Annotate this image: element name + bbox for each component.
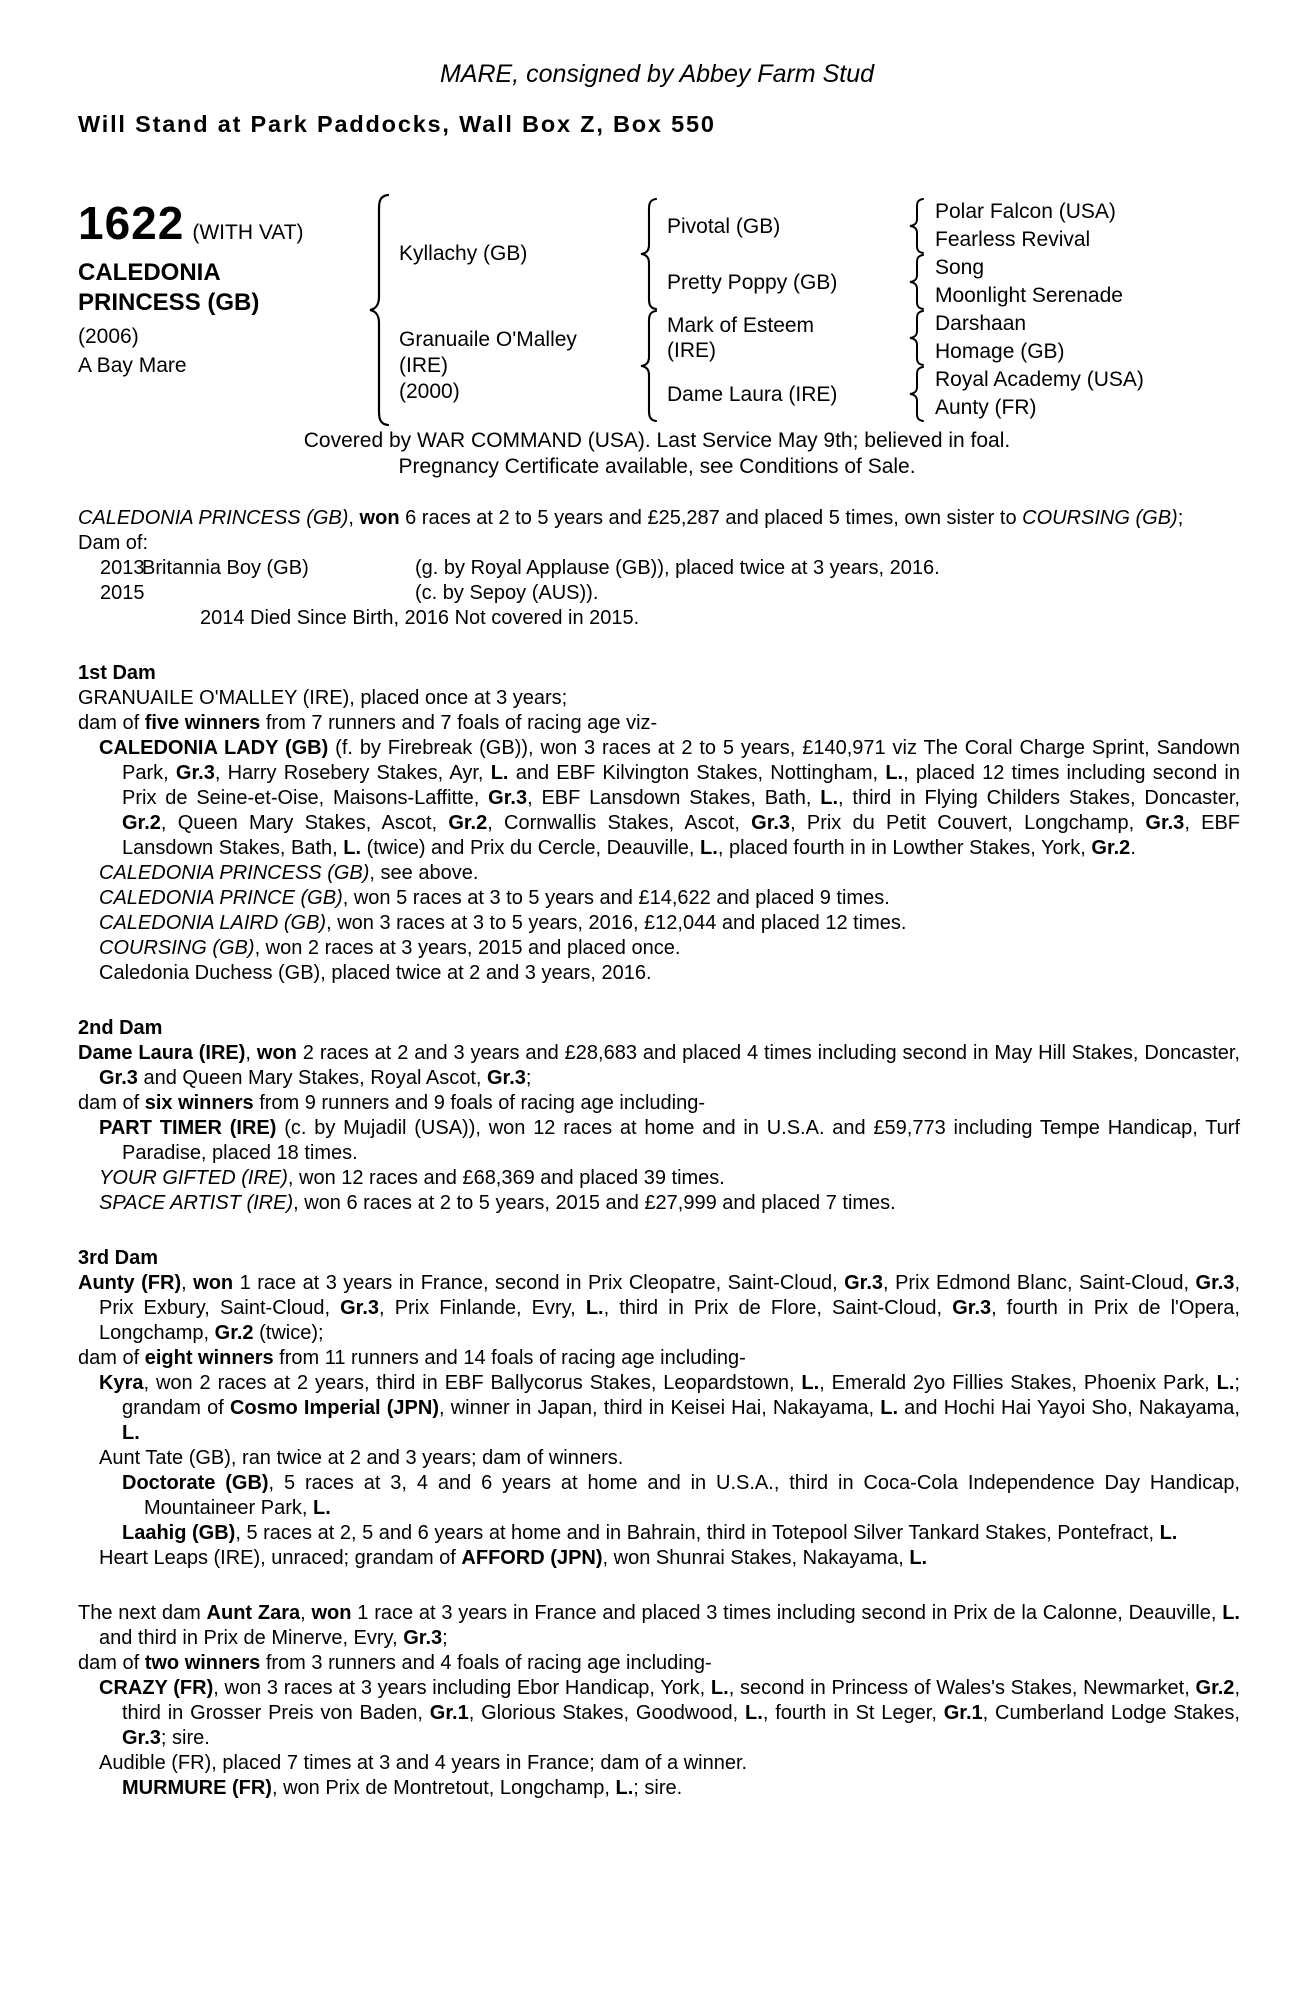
text-run: , Harry Rosebery Stakes, Ayr,: [214, 762, 491, 784]
consignment-title: MARE, consigned by Abbey Farm Stud: [440, 60, 874, 88]
text-run: , won 2 races at 2 years, third in EBF Ballycorus Stakes, Leopardstown,: [143, 1372, 802, 1394]
text-run: , placed fourth in in Lowther Stakes, York,: [717, 837, 1092, 859]
text-run: L.: [801, 1372, 820, 1394]
produce-desc: (c. by Sepoy (AUS)).: [415, 582, 599, 604]
text-run: YOUR GIFTED (IRE): [99, 1167, 288, 1189]
name-line: Pretty Poppy (GB): [667, 270, 838, 294]
pedigree-paragraph: [99, 736, 1240, 861]
sire-sire-branch: [661, 198, 1123, 254]
text-run: , third in Flying Childers Stakes, Doncaster,: [838, 787, 1240, 809]
text-run: , EBF Lansdown Stakes, Bath,: [122, 812, 1240, 859]
lot-line: [78, 197, 367, 249]
stand-location: Will Stand at Park Paddocks, Wall Box Z, Box 550: [78, 111, 716, 137]
pedigree-paragraph: [99, 1191, 1240, 1216]
text-run: L.: [1159, 1522, 1178, 1544]
pedigree-paragraph: [78, 1346, 1240, 1371]
text-run: ;: [525, 1067, 532, 1089]
ancestor-name: Song: [935, 256, 985, 279]
text-run: , Glorious Stakes, Goodwood,: [468, 1702, 746, 1724]
text-run: L.: [885, 762, 904, 784]
pedigree-paragraph: [99, 886, 1240, 911]
text-run: ,: [300, 1602, 312, 1624]
text-run: , Prix Exbury, Saint-Cloud,: [99, 1272, 1240, 1319]
text-run: ; sire.: [633, 1777, 683, 1799]
pedigree-paragraph: [99, 861, 1240, 886]
text-run: , won 6 races at 2 to 5 years, 2015 and £27,999 and placed 7 times.: [293, 1192, 896, 1214]
text-run: 2 races at 2 and 3 years and £28,683 and placed 4 times including second in May Hill Stakes, Doncaster,: [296, 1042, 1240, 1064]
pedigree-paragraph: [78, 711, 1240, 736]
text-run: COURSING (GB): [99, 937, 255, 959]
pedigree-paragraph: [99, 1676, 1240, 1751]
cover-line: Covered by WAR COMMAND (USA). Last Service May 9th; believed in foal.: [303, 429, 1011, 452]
text-run: Gr.2: [1195, 1677, 1235, 1699]
text-run: Gr.2: [448, 812, 488, 834]
ancestor-name: Homage (GB): [935, 340, 1065, 363]
text-run: , won Prix de Montretout, Longchamp,: [271, 1777, 616, 1799]
text-run: Aunt Zara: [206, 1602, 301, 1624]
text-run: Gr.1: [943, 1702, 983, 1724]
sire-sire-name: [661, 214, 907, 239]
text-run: Gr.3: [403, 1627, 443, 1649]
pedigree-paragraph: [99, 936, 1240, 961]
pedigree-paragraph: [99, 1116, 1240, 1166]
small-brace-icon: [907, 310, 927, 366]
text-run: , 5 races at 2, 5 and 6 years at home and in Bahrain, third in Totepool Silver Tankard Stakes, Pontefract,: [235, 1522, 1160, 1544]
pedigree-paragraph: [99, 961, 1240, 986]
small-brace-icon: [907, 198, 927, 254]
pedigree-paragraph: [78, 1271, 1240, 1346]
dam-sire-name: [661, 313, 907, 363]
text-run: , Emerald 2yo Fillies Stakes, Phoenix Park,: [819, 1372, 1217, 1394]
text-run: Gr.3: [488, 787, 528, 809]
text-run: ; grandam of: [122, 1372, 1240, 1419]
text-run: , Queen Mary Stakes, Ascot,: [160, 812, 449, 834]
big-brace-icon: [367, 194, 393, 426]
text-run: Dame Laura (IRE): [78, 1042, 246, 1064]
text-run: Gr.3: [844, 1272, 884, 1294]
name-line: (2000): [399, 380, 460, 403]
text-run: from 9 runners and 9 foals of racing age including-: [253, 1092, 706, 1114]
text-run: dam of: [78, 1092, 145, 1114]
text-run: CALEDONIA LADY (GB): [99, 737, 329, 759]
text-run: L.: [710, 1677, 729, 1699]
text-run: L.: [909, 1547, 928, 1569]
text-run: Dam of:: [78, 532, 149, 554]
produce-year: 2015: [100, 582, 145, 604]
ancestor-name: Moonlight Serenade: [935, 284, 1123, 307]
name-line: CALEDONIA: [78, 259, 221, 286]
text-run: , third in Grosser Preis von Baden,: [122, 1677, 1240, 1724]
text-run: , see above.: [369, 862, 479, 884]
text-run: L.: [880, 1397, 899, 1419]
text-run: , second in Princess of Wales's Stakes, Newmarket,: [728, 1677, 1196, 1699]
lot-column: [78, 194, 367, 380]
text-run: Laahig (GB): [122, 1522, 236, 1544]
dam-branch: [393, 310, 1144, 422]
pedigree-paragraph: [122, 1776, 1240, 1801]
pedigree-block: [78, 194, 1314, 426]
text-run: AFFORD (JPN): [461, 1547, 603, 1569]
text-run: , Cornwallis Stakes, Ascot,: [487, 812, 752, 834]
text-run: , won 2 races at 3 years, 2015 and placed once.: [254, 937, 681, 959]
text-run: ,: [348, 507, 360, 529]
text-run: and EBF Kilvington Stakes, Nottingham,: [508, 762, 886, 784]
text-run: Gr.3: [486, 1067, 526, 1089]
text-run: (twice);: [253, 1322, 324, 1344]
produce-desc: (g. by Royal Applause (GB)), placed twice at 3 years, 2016.: [415, 557, 940, 579]
produce-record-row: [100, 581, 1240, 606]
pedigree-paragraph: [99, 1446, 1240, 1471]
text-run: ,: [181, 1272, 194, 1294]
text-run: , Prix Finlande, Evry,: [379, 1297, 586, 1319]
text-run: , fourth in St Leger,: [762, 1702, 944, 1724]
text-run: Gr.3: [175, 762, 215, 784]
text-run: Gr.1: [429, 1702, 469, 1724]
text-run: five winners: [144, 712, 261, 734]
text-run: and third in Prix de Minerve, Evry,: [99, 1627, 404, 1649]
text-run: , won 3 races at 3 years including Ebor Handicap, York,: [213, 1677, 711, 1699]
text-run: won: [193, 1272, 234, 1294]
produce-name: Britannia Boy (GB): [142, 557, 309, 579]
text-run: L.: [700, 837, 718, 859]
pedigree-paragraph: [99, 1166, 1240, 1191]
text-run: CALEDONIA PRINCESS (GB): [78, 507, 349, 529]
text-run: L.: [490, 762, 509, 784]
text-run: L.: [122, 1422, 140, 1444]
medium-brace-icon: [637, 310, 661, 422]
name-line: (IRE): [399, 354, 448, 377]
text-run: Gr.3: [340, 1297, 380, 1319]
text-run: (twice) and Prix du Cercle, Deauville,: [361, 837, 701, 859]
text-run: L.: [343, 837, 362, 859]
text-run: 6 races at 2 to 5 years and £25,287 and placed 5 times, own sister to: [399, 507, 1023, 529]
sire-dam-name: [661, 270, 907, 295]
text-run: , won Shunrai Stakes, Nakayama,: [602, 1547, 910, 1569]
pedigree-paragraph: [78, 531, 1240, 556]
text-run: Doctorate (GB): [122, 1472, 269, 1494]
text-run: , fourth in Prix de l'Opera, Longchamp,: [99, 1297, 1240, 1344]
text-run: six winners: [144, 1092, 254, 1114]
dam-section-heading: 3rd Dam: [78, 1247, 159, 1269]
text-run: dam of: [78, 1652, 145, 1674]
text-run: , Prix du Petit Couvert, Longchamp,: [790, 812, 1146, 834]
text-run: (f. by Firebreak (GB)), won 3 races at 2 to 5 years, £140,971 viz The Coral Charge Sprint, Sandown Park,: [122, 737, 1240, 784]
medium-brace-icon: [637, 198, 661, 310]
text-run: The next dam: [78, 1602, 207, 1624]
text-run: , Cumberland Lodge Stakes,: [982, 1702, 1240, 1724]
text-run: from 7 runners and 7 foals of racing age viz-: [260, 712, 658, 734]
text-run: , 5 races at 3, 4 and 6 years at home and in U.S.A., third in Coca-Cola Independence Day Handicap, Mountaineer Park,: [144, 1472, 1240, 1519]
text-run: Aunty (FR): [78, 1272, 182, 1294]
name-line: Pivotal (GB): [667, 214, 781, 238]
text-run: , won 12 races and £68,369 and placed 39 times.: [287, 1167, 725, 1189]
text-run: L.: [312, 1497, 331, 1519]
horse-name: [78, 258, 328, 318]
ancestor-name: Royal Academy (USA): [935, 368, 1144, 391]
text-run: L.: [1216, 1372, 1235, 1394]
text-run: two winners: [144, 1652, 261, 1674]
text-run: GRANUAILE O'MALLEY (IRE), placed once at 3 years;: [78, 687, 568, 709]
text-run: , winner in Japan, third in Keisei Hai, Nakayama,: [439, 1397, 881, 1419]
text-run: won: [311, 1602, 352, 1624]
text-run: L.: [615, 1777, 634, 1799]
pedigree-paragraph: [122, 1471, 1240, 1521]
name-line: (IRE): [667, 339, 716, 362]
text-run: PART TIMER (IRE): [99, 1117, 277, 1139]
text-run: , won 3 races at 3 to 5 years, 2016, £12,044 and placed 12 times.: [326, 912, 907, 934]
ancestor-name: Polar Falcon (USA): [935, 200, 1116, 223]
pedigree-paragraph: [99, 1371, 1240, 1446]
text-run: Gr.2: [1091, 837, 1131, 859]
dam-section-heading: 1st Dam: [78, 662, 156, 684]
pedigree-paragraph: [78, 1601, 1240, 1651]
text-run: CALEDONIA PRINCE (GB): [99, 887, 343, 909]
pedigree-paragraph: [78, 1041, 1240, 1091]
produce-name: [142, 581, 415, 606]
ancestor-name: Darshaan: [935, 312, 1027, 335]
sire-branch: [393, 198, 1144, 310]
sire-name: [393, 241, 637, 267]
lot-number: 1622: [78, 197, 185, 249]
text-run: and Hochi Hai Yayoi Sho, Nakayama,: [898, 1397, 1240, 1419]
text-run: ;: [1177, 507, 1184, 529]
name-line: PRINCESS (GB): [78, 289, 260, 316]
name-line: Dame Laura (IRE): [667, 382, 838, 406]
ancestor-name: Fearless Revival: [935, 228, 1091, 251]
produce-year: 2013: [100, 557, 145, 579]
pedigree-paragraph: [78, 1091, 1240, 1116]
text-run: ; sire.: [160, 1727, 210, 1749]
dam-name: [393, 327, 637, 405]
pedigree-paragraph: [122, 1521, 1240, 1546]
text-run: Audible (FR), placed 7 times at 3 and 4 years in France; dam of a winner.: [99, 1752, 748, 1774]
text-run: Aunt Tate (GB), ran twice at 2 and 3 years; dam of winners.: [99, 1447, 624, 1469]
text-run: 1 race at 3 years in France, second in Prix Cleopatre, Saint-Cloud,: [233, 1272, 845, 1294]
text-run: Kyra: [99, 1372, 144, 1394]
text-run: and Queen Mary Stakes, Royal Ascot,: [137, 1067, 487, 1089]
pedigree-tree: [367, 194, 1144, 426]
text-run: MURMURE (FR): [122, 1777, 272, 1799]
pedigree-paragraph: [99, 1546, 1240, 1571]
sire-dam-branch: [661, 254, 1123, 310]
text-run: Gr.3: [952, 1297, 992, 1319]
year-foaled: (2006): [78, 325, 139, 348]
pedigree-paragraph: [99, 911, 1240, 936]
text-run: , Prix Edmond Blanc, Saint-Cloud,: [883, 1272, 1196, 1294]
dam-dam-name: [661, 382, 907, 407]
name-line: Kyllachy (GB): [399, 242, 528, 265]
text-run: L.: [820, 787, 839, 809]
text-run: L.: [1222, 1602, 1240, 1624]
text-run: (c. by Mujadil (USA)), won 12 races at home and in U.S.A. and £59,773 including Tempe Handicap, Turf Paradise, placed 18 times.: [122, 1117, 1241, 1164]
covering-details: [0, 428, 1314, 480]
dam-sire-branch: [661, 310, 1144, 366]
text-run: , won 5 races at 3 to 5 years and £14,622 and placed 9 times.: [342, 887, 890, 909]
text-run: Gr.2: [214, 1322, 254, 1344]
text-run: , placed 12 times including second in Prix de Seine-et-Oise, Maisons-Laffitte,: [122, 762, 1240, 809]
text-run: ;: [442, 1627, 448, 1649]
produce-record-row: [100, 556, 1240, 581]
vat-note: (WITH VAT): [192, 221, 304, 244]
color-sex-description: A Bay Mare: [78, 354, 187, 377]
text-run: COURSING (GB): [1022, 507, 1178, 529]
text-run: Gr.3: [751, 812, 791, 834]
text-run: CRAZY (FR): [99, 1677, 214, 1699]
text-run: Gr.3: [1145, 812, 1185, 834]
pedigree-paragraph: [78, 1651, 1240, 1676]
pedigree-paragraph: [99, 1751, 1240, 1776]
text-run: won: [359, 507, 400, 529]
pedigree-paragraph: [78, 506, 1240, 531]
produce-note: 2014 Died Since Birth, 2016 Not covered in 2015.: [200, 607, 640, 629]
text-run: Gr.3: [122, 1727, 161, 1749]
ancestor-name: Aunty (FR): [935, 396, 1037, 419]
text-run: Cosmo Imperial (JPN): [229, 1397, 439, 1419]
text-run: Gr.2: [122, 812, 161, 834]
pedigree-text-body: [78, 506, 1240, 1801]
text-run: from 11 runners and 14 foals of racing age including-: [273, 1347, 746, 1369]
text-run: , third in Prix de Flore, Saint-Cloud,: [603, 1297, 953, 1319]
text-run: L.: [585, 1297, 604, 1319]
name-line: Mark of Esteem: [667, 314, 815, 337]
text-run: won: [256, 1042, 297, 1064]
text-run: eight winners: [144, 1347, 274, 1369]
text-run: Heart Leaps (IRE), unraced; grandam of: [99, 1547, 462, 1569]
name-line: Granuaile O'Malley: [399, 328, 577, 351]
pedigree-paragraph: [78, 686, 1240, 711]
dam-section-heading: 2nd Dam: [78, 1017, 163, 1039]
dam-dam-branch: [661, 366, 1144, 422]
text-run: CALEDONIA LAIRD (GB): [99, 912, 327, 934]
text-run: L.: [745, 1702, 763, 1724]
text-run: .: [1130, 837, 1136, 859]
small-brace-icon: [907, 254, 927, 310]
text-run: Gr.3: [99, 1067, 138, 1089]
text-run: from 3 runners and 4 foals of racing age including-: [260, 1652, 712, 1674]
text-run: Gr.3: [1195, 1272, 1235, 1294]
text-run: ,: [245, 1042, 257, 1064]
text-run: , EBF Lansdown Stakes, Bath,: [527, 787, 821, 809]
text-run: Caledonia Duchess (GB), placed twice at 2 and 3 years, 2016.: [99, 962, 652, 984]
text-run: CALEDONIA PRINCESS (GB): [99, 862, 370, 884]
text-run: dam of: [78, 1347, 145, 1369]
cover-line: Pregnancy Certificate available, see Conditions of Sale.: [398, 455, 916, 478]
text-run: dam of: [78, 712, 145, 734]
text-run: SPACE ARTIST (IRE): [99, 1192, 294, 1214]
small-brace-icon: [907, 366, 927, 422]
text-run: 1 race at 3 years in France and placed 3 times including second in Prix de la Calonne, Deauville,: [351, 1602, 1223, 1624]
